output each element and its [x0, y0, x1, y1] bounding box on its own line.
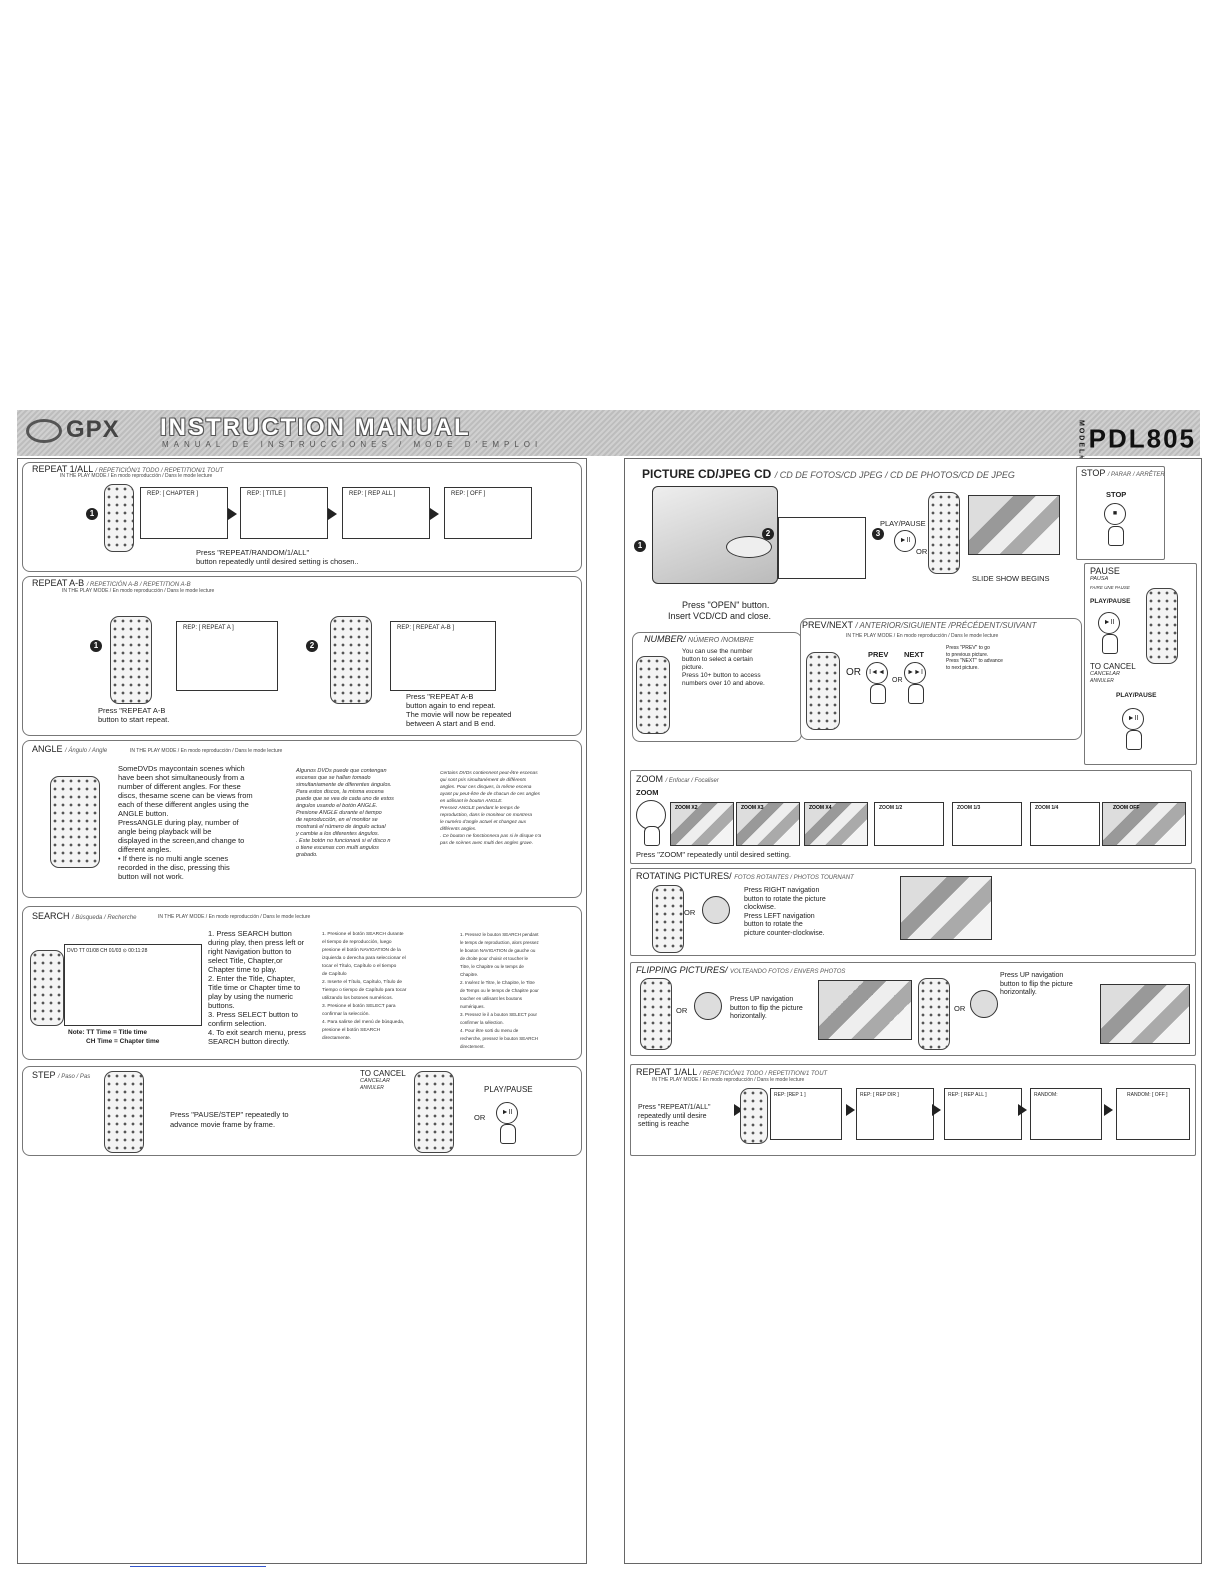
gpx-swirl-icon	[26, 419, 62, 443]
hyperlink-underline[interactable]	[130, 1566, 266, 1567]
angle-line-es: Presione ANGLE durante el tiempo	[296, 810, 382, 816]
model-label: MODEL#	[1077, 420, 1085, 462]
search-line-en: during play, then press left or	[208, 938, 305, 947]
angle-line-es: de reproducción, en el monitor se	[296, 817, 378, 823]
remote-illustration	[918, 978, 950, 1050]
search-line-en: SEARCH button directly.	[208, 1037, 290, 1046]
search-line-es: 2. Inserte el Título, Capítulo, Título de	[322, 980, 403, 985]
pause-button-label-2: PLAY/PAUSE	[1116, 692, 1157, 699]
brand-name: GPX	[66, 416, 120, 443]
brand-logo	[26, 416, 120, 444]
rotating-text	[744, 887, 874, 938]
repeat-screen-1: REP: [ CHAPTER ]	[140, 487, 228, 539]
angle-line-fr: angles. Pour ces disques, la même escena	[440, 785, 532, 790]
remote-illustration	[640, 978, 672, 1050]
repeat-ab-right-1: Press "REPEAT A-B	[406, 692, 474, 701]
prev-next-line: Press "PREV" to go	[946, 645, 990, 651]
remote-illustration	[636, 656, 670, 734]
pointing-hand-icon	[1126, 730, 1142, 750]
repeat-picture-screen-3: REP: [ REP ALL ]	[944, 1088, 1022, 1140]
number-line: Press 10+ button to access	[682, 672, 761, 679]
zoom-title: ZOOM / Enfocar / Focaliser	[636, 774, 719, 784]
slideshow-photo	[968, 495, 1060, 555]
rotating-title: ROTATING PICTURES/ FOTOS ROTANTES / PHOTOS TOURNANT	[636, 871, 854, 881]
search-line-fr: de droite pour choisir et toucher le	[460, 956, 529, 961]
arrow-icon	[228, 508, 237, 520]
search-line-fr: de Temps ou le temps de Chapitre pour	[460, 988, 539, 993]
remote-illustration	[104, 1071, 144, 1153]
open-caption-1: Press "OPEN" button.	[682, 600, 770, 610]
angle-line-fr: pas de scènes avec multi des angles grave.	[440, 841, 534, 846]
angle-line-es: . Este botón no funcionará si el disco n	[296, 838, 391, 844]
angle-line-es: Para estos discos, la misma escena	[296, 789, 384, 795]
angle-text-en	[118, 764, 278, 881]
zoom-thumb-7: ZOOM OFF	[1102, 802, 1186, 846]
rotating-line: picture counter-clockwise.	[744, 929, 825, 937]
repeat-picture-line: setting is reache	[638, 1121, 689, 1128]
next-label: NEXT	[904, 650, 925, 659]
remote-illustration	[1146, 588, 1178, 664]
repeat-ab-right-3: The movie will now be repeated	[406, 710, 512, 719]
stop-label: STOP	[1106, 490, 1127, 499]
remote-illustration	[30, 950, 64, 1026]
repeat-ab-title: REPEAT A-B / REPETICIÓN A-B / REPETITION A-B	[32, 578, 191, 588]
number-title: NUMBER/ NÚMERO /NOMBRE	[644, 634, 754, 644]
model-value: PDL805	[1088, 423, 1196, 454]
zoom-thumb-6: ZOOM 1/4	[1030, 802, 1100, 846]
flipping-text-2	[1000, 972, 1095, 998]
angle-line-fr: le numéro d'angle actuel et changez aux	[440, 820, 526, 825]
flipping-photo-1	[818, 980, 912, 1040]
pointing-hand-icon	[500, 1124, 516, 1144]
repeat-ab-mode: IN THE PLAY MODE / En modo reproducción / Dans le mode lecture	[62, 588, 215, 594]
angle-line-es: escenas que se hallan tomado	[296, 775, 371, 781]
rotating-line: clockwise.	[744, 904, 776, 911]
flipping-photo-2	[1100, 984, 1190, 1044]
search-title: SEARCH / Búsqueda / Recherche	[32, 911, 137, 921]
search-text-fr	[460, 931, 580, 1051]
search-line-fr: confirmer la sélection.	[460, 1020, 504, 1025]
step-1-marker: 1	[86, 508, 98, 520]
search-line-es: utilizando los botones numéricos.	[322, 996, 393, 1001]
search-text-en	[208, 929, 318, 1046]
repeat-all-caption-1: Press "REPEAT/RANDOM/1/ALL"	[196, 548, 310, 557]
angle-line-es: Algunos DVDs puede que contengan	[296, 768, 387, 774]
prev-next-or: OR	[846, 667, 861, 678]
search-line-fr: 3. Pressez le il a bouton SELECT pour	[460, 1012, 537, 1017]
repeat-picture-mode: IN THE PLAY MODE / En modo reproducción / Dans le mode lecture	[652, 1077, 805, 1083]
search-text-es	[322, 931, 452, 1043]
remote-illustration	[928, 492, 960, 574]
repeat-screen-4: REP: [ OFF ]	[444, 487, 532, 539]
pause-cancel-fr: ANNULER	[1090, 678, 1114, 684]
pause-title-fr: FAIRE UNE PAUSE	[1090, 585, 1130, 590]
remote-illustration	[104, 484, 134, 552]
search-line-en: Chapter time to play.	[208, 965, 277, 974]
pause-button-label: PLAY/PAUSE	[1090, 598, 1131, 605]
angle-line-fr: reproduction, dans le moniteur on montrera	[440, 813, 532, 818]
angle-line-fr: en utilisant le bouton ANGLE.	[440, 799, 503, 804]
flipping-line: Press UP navigation	[730, 996, 794, 1003]
repeat-ab-left-2: button to start repeat.	[98, 715, 170, 724]
repeat-picture-screen-4: RANDOM:	[1030, 1088, 1102, 1140]
zoom-thumb-3: ZOOM X4	[804, 802, 868, 846]
angle-line-fr: différents angles.	[440, 827, 477, 832]
play-pause-button-icon: ►II	[1098, 612, 1120, 634]
angle-mode: IN THE PLAY MODE / En modo reproducción / Dans le mode lecture	[130, 748, 283, 754]
search-line-en: 3. Press SELECT button to	[208, 1010, 298, 1019]
search-line-en: Title time or Chapter time to	[208, 983, 301, 992]
search-line-fr: 1. Pressez le bouton SEARCH pendant	[460, 932, 539, 937]
arrow-icon	[430, 508, 439, 520]
search-line-en: confirm selection.	[208, 1019, 267, 1028]
prev-next-title: PREV/NEXT / ANTERIOR/SIGUIENTE /PRÉCÉDENT/SUIVANT	[802, 620, 1037, 630]
pointing-hand-icon	[644, 826, 660, 846]
stop-title: STOP / PARAR / ARRÊTER	[1081, 468, 1165, 478]
navigation-button-icon	[702, 896, 730, 924]
angle-line-fr: qui sont pris simultanément de différents	[440, 778, 527, 783]
zoom-thumb-1: ZOOM X2	[670, 802, 734, 846]
search-note-1: Note: TT Time = Title time	[68, 1029, 148, 1036]
angle-text-fr	[440, 770, 580, 847]
flipping-title: FLIPPING PICTURES/ VOLTEANDO FOTOS / ENVERS PHOTOS	[636, 965, 846, 975]
step-2-marker: 2	[762, 528, 774, 540]
angle-line-en: button will not work.	[118, 872, 184, 881]
rotating-line: Press RIGHT navigation	[744, 887, 820, 894]
step-cancel-fr: ANNULER	[360, 1085, 384, 1091]
prev-next-or-2: OR	[892, 677, 903, 684]
number-line: picture.	[682, 664, 704, 671]
search-note-2: CH Time = Chapter time	[86, 1038, 160, 1045]
search-line-es: izquierda o derecha para seleccionar el	[322, 956, 406, 961]
slideshow-caption: SLIDE SHOW BEGINS	[972, 574, 1050, 583]
zoom-caption: Press "ZOOM" repeatedly until desired setting.	[636, 850, 791, 859]
angle-line-en: recorded in the disc, pressing this	[118, 863, 230, 872]
angle-line-es: puede que se vea de cada uno de estos	[296, 796, 394, 802]
pause-cancel-es: CANCELAR	[1090, 671, 1120, 677]
flipping-line: horizontally.	[730, 1013, 767, 1020]
search-line-fr: 2. Insérez le Titre, le Chapitre, le Titre	[460, 980, 535, 985]
angle-line-en: displayed in the screen,and change to	[118, 836, 245, 845]
prev-button-icon: I◄◄	[866, 662, 888, 684]
search-line-fr: 4. Pour être sorti du menu de	[460, 1028, 519, 1033]
pointing-hand-icon	[1102, 634, 1118, 654]
step-or: OR	[474, 1113, 486, 1122]
prev-next-line: Press "NEXT" to advance	[946, 658, 1003, 664]
number-text	[682, 648, 797, 688]
number-line: button to select a certain	[682, 656, 753, 663]
flipping-text-1	[730, 996, 820, 1022]
search-screen: DVD TT 01/08 CH 01/03 ⊙ 00:11:28	[64, 944, 202, 1026]
repeat-picture-line: Press "REPEAT/1/ALL"	[638, 1104, 711, 1111]
search-line-es: 4. Para salirse del menú de búsqueda,	[322, 1020, 405, 1025]
prev-label: PREV	[868, 650, 889, 659]
arrow-icon	[932, 1104, 941, 1116]
repeat-all-mode: IN THE PLAY MODE / En modo reproducción / Dans le mode lecture	[60, 473, 213, 479]
arrow-icon	[846, 1104, 855, 1116]
step-1-marker: 1	[90, 640, 102, 652]
search-line-fr: toucher en utilisant les boutons	[460, 996, 523, 1001]
zoom-thumb-5: ZOOM 1/3	[952, 802, 1022, 846]
next-button-icon: ►►I	[904, 662, 926, 684]
search-line-en: 4. To exit search menu, press	[208, 1028, 306, 1037]
dvd-player-illustration	[652, 486, 778, 584]
picture-play-pause: PLAY/PAUSE	[880, 519, 926, 528]
repeat-picture-screen-2: REP: [ REP DIR ]	[856, 1088, 934, 1140]
search-line-es: presione el botón NAVIGATION de la	[322, 948, 401, 953]
number-line: You can use the number	[682, 648, 753, 655]
angle-line-fr: Certains DVDs contiennent peut-être escenas	[440, 771, 538, 776]
flipping-or-2: OR	[954, 1004, 966, 1013]
search-mode: IN THE PLAY MODE / En modo reproducción / Dans le mode lecture	[158, 914, 311, 920]
search-line-en: buttons.	[208, 1001, 235, 1010]
repeat-picture-title: REPEAT 1/ALL / REPETICIÓN/1 TODO / REPETITION/1 TOUT	[636, 1067, 828, 1077]
repeat-screen-3: REP: [ REP ALL ]	[342, 487, 430, 539]
remote-illustration	[330, 616, 372, 704]
rotating-line: Press LEFT navigation	[744, 912, 815, 920]
angle-line-es: y cambie a los diferentes ángulos.	[296, 831, 380, 837]
zoom-thumb-4: ZOOM 1/2	[874, 802, 944, 846]
step-title: STEP / Paso / Pas	[32, 1070, 91, 1080]
zoom-thumb-2: ZOOM X3	[736, 802, 800, 846]
play-pause-button-icon: ►II	[894, 530, 916, 552]
stop-button-icon: ■	[1104, 503, 1126, 525]
search-line-fr: directement.	[460, 1044, 485, 1049]
repeat-all-caption-2: button repeatedly until desired setting is chosen..	[196, 557, 359, 566]
angle-line-fr: Pressez ANGLE pendant le temps de	[440, 806, 520, 811]
search-line-en: play by using the numeric	[208, 992, 294, 1001]
search-line-es: directamente.	[322, 1036, 352, 1041]
search-line-fr: le bouton NAVIGATION de gauche ou	[460, 948, 536, 953]
angle-title: ANGLE / Ángulo / Angle	[32, 744, 108, 754]
open-caption-2: Insert VCD/CD and close.	[668, 611, 772, 621]
step-caption-1: Press "PAUSE/STEP" repeatedly to	[170, 1110, 289, 1119]
angle-line-fr: ayant pu peut-être de de chacun de ces angles	[440, 792, 541, 797]
repeat-ab-right-2: button again to end repeat.	[406, 701, 496, 710]
step-2-marker: 2	[306, 640, 318, 652]
search-line-en: right Navigation button to	[208, 947, 292, 956]
remote-illustration	[110, 616, 152, 704]
angle-line-en: SomeDVDs maycontain scenes which	[118, 764, 245, 773]
zoom-button-label: ZOOM	[636, 788, 659, 797]
search-line-es: confirmar la selección.	[322, 1012, 370, 1017]
model-number	[1078, 420, 1196, 461]
rotating-line: button to rotate the	[744, 921, 803, 928]
repeat-picture-text	[638, 1104, 730, 1130]
angle-line-es: o tiene escenas con multi angulos	[296, 845, 379, 851]
angle-line-es: mostrará el número de ángulo actual	[296, 824, 386, 830]
step-play-pause: PLAY/PAUSE	[484, 1085, 533, 1094]
step-1-marker: 1	[634, 540, 646, 552]
remote-illustration	[50, 776, 100, 868]
angle-line-en: each of these different angles using the	[118, 800, 249, 809]
picture-cd-title: PICTURE CD/JPEG CD / CD DE FOTOS/CD JPEG / CD DE PHOTOS/CD DE JPEG	[642, 467, 1015, 481]
angle-line-fr: . Ce bouton ne fonctionnera pas si le disque n'a	[440, 834, 542, 839]
repeat-ab-right-4: between A start and B end.	[406, 719, 496, 728]
search-line-es: 3. Presione el botón SELECT para	[322, 1004, 396, 1009]
remote-illustration	[740, 1088, 768, 1144]
search-line-en: 2. Enter the Title, Chapter,	[208, 974, 296, 983]
rotating-or: OR	[684, 908, 696, 917]
prev-next-line: to next picture.	[946, 664, 979, 671]
angle-line-en: discs, thesame scene can be views from	[118, 791, 253, 800]
angle-line-en: angle being playback will be	[118, 827, 212, 836]
remote-illustration	[414, 1071, 454, 1153]
repeat-ab-screen: REP: [ REPEAT A-B ]	[390, 621, 496, 691]
number-line: numbers over 10 and above.	[682, 680, 765, 687]
search-line-es: presione el botón SEARCH	[322, 1028, 381, 1033]
search-line-es: Tiempo o tiempo de Capítulo para tocar	[322, 988, 407, 993]
arrow-icon	[328, 508, 337, 520]
flipping-line: button to flip the picture	[1000, 980, 1073, 988]
search-line-fr: Chapitre.	[460, 972, 479, 977]
angle-line-en: • If there is no multi angle scenes	[118, 854, 229, 863]
repeat-picture-screen-5: RANDOM: [ OFF ]	[1116, 1088, 1190, 1140]
repeat-all-title: REPEAT 1/ALL / REPETICIÓN/1 TODO / REPETITION/1 TOUT	[32, 464, 224, 474]
angle-line-es: ángulos usando el botón ANGLE.	[296, 803, 378, 809]
step-caption-2: advance movie frame by frame.	[170, 1120, 276, 1129]
angle-line-en: different angles.	[118, 845, 172, 854]
search-line-fr: numériques.	[460, 1004, 485, 1009]
arrow-icon	[1018, 1104, 1027, 1116]
search-line-fr: recherche, pressez le bouton SEARCH	[460, 1036, 539, 1041]
pointing-hand-icon	[1108, 526, 1124, 546]
flipping-line: Press UP navigation	[1000, 972, 1064, 979]
manual-subtitle: MANUAL DE INSTRUCCIONES / MODE D'EMPLOI	[162, 440, 543, 449]
angle-line-es: simultaniamente de diferentes ángulos.	[296, 782, 392, 788]
angle-line-es: grabado.	[296, 852, 318, 858]
repeat-picture-screen-1: REP: [REP 1 ]	[770, 1088, 842, 1140]
step-3-marker: 3	[872, 528, 884, 540]
pause-title-es: PAUSA	[1090, 576, 1109, 582]
search-line-es: 1. Presione el botón SEARCH durante	[322, 932, 404, 937]
rotating-line: button to rotate the picture	[744, 895, 826, 903]
arrow-icon	[1104, 1104, 1113, 1116]
search-line-es: el tiempo de reproducción, luego	[322, 940, 392, 945]
pointing-hand-icon	[870, 684, 886, 704]
flipping-or: OR	[676, 1006, 688, 1015]
file-browser-screen	[778, 517, 866, 579]
repeat-ab-left-1: Press "REPEAT A-B	[98, 706, 166, 715]
picture-or: OR	[916, 547, 928, 556]
pause-cancel: TO CANCEL	[1090, 662, 1136, 671]
play-pause-button-icon: ►II	[1122, 708, 1144, 730]
search-line-en: 1. Press SEARCH button	[208, 929, 292, 938]
prev-next-mode: IN THE PLAY MODE / En modo reproducción / Dans le mode lecture	[846, 633, 999, 639]
search-line-fr: le temps de reproduction, alors pressez	[460, 940, 539, 945]
step-cancel: TO CANCEL	[360, 1069, 406, 1078]
repeat-a-screen: REP: [ REPEAT A ]	[176, 621, 278, 691]
play-pause-button-icon: ►II	[496, 1102, 518, 1124]
remote-illustration	[806, 652, 840, 730]
repeat-screen-2: REP: [ TITLE ]	[240, 487, 328, 539]
search-line-es: tocar el Título, Capítulo o el tiempo	[322, 964, 397, 969]
remote-illustration	[652, 885, 684, 953]
angle-line-en: number of different angles. For these	[118, 782, 241, 791]
navigation-button-icon	[694, 992, 722, 1020]
angle-line-en: PressANGLE during play, number of	[118, 818, 239, 827]
angle-line-en: ANGLE button.	[118, 809, 169, 818]
prev-next-line: to previous picture.	[946, 651, 989, 658]
search-line-en: select Title, Chapter,or	[208, 956, 283, 965]
repeat-picture-line: repeatedly until desire	[638, 1112, 707, 1120]
step-cancel-es: CANCELAR	[360, 1078, 390, 1084]
rotated-photo	[900, 876, 992, 940]
search-line-es: de Capítulo	[322, 972, 347, 977]
pointing-hand-icon	[908, 684, 924, 704]
navigation-button-icon	[970, 990, 998, 1018]
angle-line-en: have been shot simultaneously from a	[118, 773, 245, 782]
angle-text-es	[296, 768, 446, 859]
manual-title: INSTRUCTION MANUAL	[160, 414, 471, 441]
flipping-line: horizontally.	[1000, 989, 1037, 996]
search-line-fr: Titre, le Chapitre ou le temps de	[460, 964, 524, 969]
prev-next-text	[946, 645, 1066, 671]
pause-title: PAUSE	[1090, 566, 1120, 576]
flipping-line: button to flip the picture	[730, 1004, 803, 1012]
